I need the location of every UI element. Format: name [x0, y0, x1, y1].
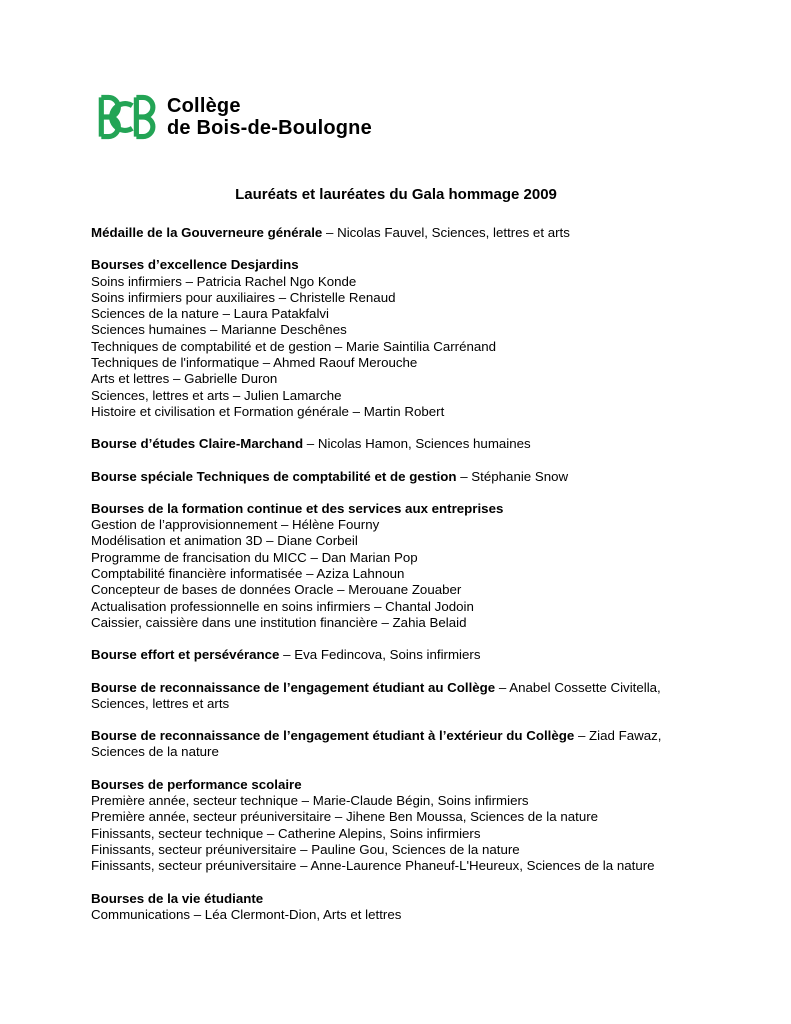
award-line [91, 728, 701, 761]
college-logo-text [167, 95, 372, 140]
section-bourse-effort-perseverance [91, 647, 701, 663]
section-engagement-au-college [91, 680, 701, 713]
award-line [91, 436, 701, 452]
section-formation-continue [91, 501, 701, 631]
section-heading: Bourse de reconnaissance de l’engagement étudiant au Collège [91, 679, 496, 695]
section-heading: Bourses de la formation continue et des services aux entreprises [91, 500, 504, 516]
section-heading: Bourse effort et persévérance [91, 647, 280, 663]
award-line [91, 680, 701, 713]
award-line: Sciences humaines – Marianne Deschênes [91, 322, 347, 338]
section-performance-scolaire [91, 777, 701, 875]
award-recipient: – Anabel Cossette Civitella, Sciences, lettres et arts [91, 679, 661, 711]
award-line: Arts et lettres – Gabrielle Duron [91, 371, 278, 387]
award-line: Sciences de la nature – Laura Patakfalvi [91, 306, 330, 322]
college-logo-icon [91, 84, 157, 150]
award-line: Première année, secteur technique – Marie-Claude Bégin, Soins infirmiers [91, 793, 529, 809]
award-line: Sciences, lettres et arts – Julien Lamarche [91, 387, 342, 403]
award-line: Soins infirmiers – Patricia Rachel Ngo Konde [91, 273, 357, 289]
award-line: Modélisation et animation 3D – Diane Corbeil [91, 533, 358, 549]
award-line: Finissants, secteur préuniversitaire – Pauline Gou, Sciences de la nature [91, 841, 520, 857]
award-line: Concepteur de bases de données Oracle – Merouane Zouaber [91, 582, 462, 598]
section-medaille-gouverneure [91, 225, 701, 241]
section-bourse-claire-marchand [91, 436, 701, 452]
award-recipient: – Nicolas Hamon, Sciences humaines [303, 436, 531, 452]
section-heading: Médaille de la Gouverneure générale [91, 225, 323, 240]
award-line: Techniques de l'informatique – Ahmed Raouf Merouche [91, 355, 418, 371]
award-line: Gestion de l’approvisionnement – Hélène Fourny [91, 517, 380, 533]
award-recipient: – Ziad Fawaz, Sciences de la nature [91, 728, 662, 760]
page-title: Lauréats et lauréates du Gala hommage 2009 [235, 186, 557, 203]
award-line: Programme de francisation du MICC – Dan Marian Pop [91, 549, 418, 565]
award-recipient: – Stéphanie Snow [456, 468, 569, 484]
award-line: Finissants, secteur technique – Catherine Alepins, Soins infirmiers [91, 825, 481, 841]
award-recipient: – Eva Fedincova, Soins infirmiers [279, 647, 481, 663]
section-heading: Bourse spéciale Techniques de comptabilité et de gestion [91, 468, 457, 484]
award-line: Première année, secteur préuniversitaire – Jihene Ben Moussa, Sciences de la nature [91, 809, 599, 825]
award-line: Histoire et civilisation et Formation générale – Martin Robert [91, 403, 445, 419]
section-bourse-speciale-comptabilite [91, 469, 701, 485]
section-heading: Bourses de performance scolaire [91, 776, 302, 792]
section-vie-etudiante [91, 891, 701, 924]
award-line: Communications – Léa Clermont-Dion, Arts et lettres [91, 906, 402, 922]
award-line: Actualisation professionnelle en soins infirmiers – Chantal Jodoin [91, 598, 474, 614]
award-line: Comptabilité financière informatisée – Aziza Lahnoun [91, 566, 405, 582]
award-line: Caissier, caissière dans une institution financière – Zahia Belaid [91, 614, 467, 630]
section-heading: Bourse de reconnaissance de l’engagement étudiant à l’extérieur du Collège [91, 728, 575, 744]
logo-text-line2: de Bois-de-Boulogne [167, 117, 372, 139]
college-logo [91, 84, 701, 150]
section-bourses-excellence-desjardins [91, 257, 701, 420]
logo-text-line1: Collège [167, 94, 241, 117]
section-engagement-exterieur-college [91, 728, 701, 761]
award-line [91, 225, 701, 241]
award-line [91, 469, 701, 485]
award-line: Soins infirmiers pour auxiliaires – Christelle Renaud [91, 289, 396, 305]
award-line [91, 647, 701, 663]
section-heading: Bourses de la vie étudiante [91, 890, 264, 906]
section-heading: Bourses d’excellence Desjardins [91, 257, 299, 273]
award-line: Finissants, secteur préuniversitaire – Anne-Laurence Phaneuf-L'Heureux, Sciences de la nature [91, 858, 655, 874]
award-line: Techniques de comptabilité et de gestion – Marie Saintilia Carrénand [91, 338, 497, 354]
section-heading: Bourse d’études Claire-Marchand [91, 436, 304, 452]
award-recipient: – Nicolas Fauvel, Sciences, lettres et arts [322, 225, 570, 240]
